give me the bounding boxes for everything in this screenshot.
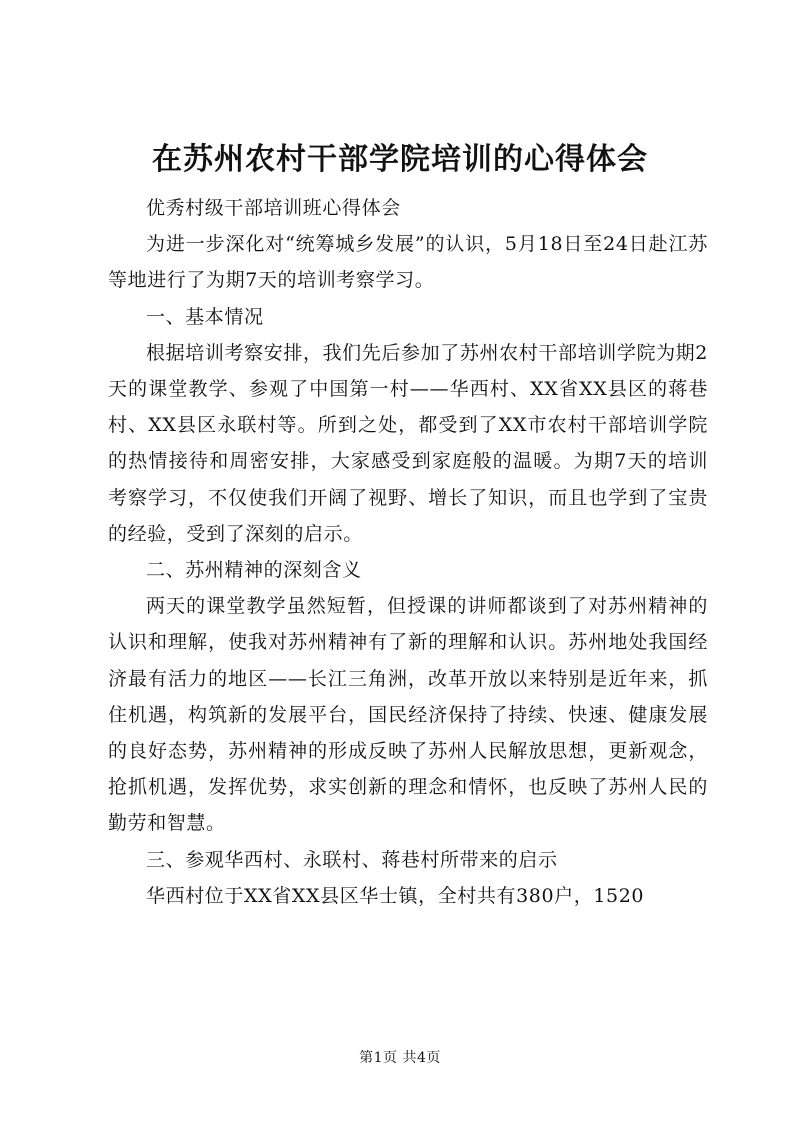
subtitle-paragraph: 优秀村级干部培训班心得体会	[146, 197, 401, 219]
document-title: 在苏州农村干部学院培训的心得体会	[152, 142, 648, 177]
suzhou-spirit-paragraph: 两天的课堂教学虽然短暂，但授课的讲师都谈到了对苏州精神的认识和理解，使我对苏州精神有了新的理解和认识。苏州地处我国经济最有活力的地区——长江三角洲，改革开放以来特别是近年来，抓住机遇，构筑新的发展平台，国民经济保持了持续、快速、健康发展的良好态势，苏州精神的形成反映了苏州人民解放思想，更新观念，抢抓机遇，发挥优势，求实创新的理念和情怀，也反映了苏州人民的勤劳和智慧。	[108, 595, 708, 835]
intro-paragraph: 为进一步深化对“统筹城乡发展”的认识，5月18日至24日赴江苏等地进行了为期7天的培训考察学习。	[108, 233, 708, 292]
page-number-footer: 第1页 共4页	[359, 1050, 441, 1066]
section-heading-basic-situation: 一、基本情况	[146, 305, 264, 328]
document-body	[108, 190, 708, 914]
section-heading-suzhou-spirit: 二、苏州精神的深刻含义	[146, 559, 362, 582]
basic-situation-paragraph: 根据培训考察安排，我们先后参加了苏州农村干部培训学院为期2天的课堂教学、参观了中国第一村——华西村、XX省XX县区的蒋巷村、XX县区永联村等。所到之处，都受到了XX市农村干部培训学院的热情接待和周密安排，大家感受到家庭般的温暖。为期7天的培训考察学习，不仅使我们开阔了视野、增长了知识，而且也学到了宝贵的经验，受到了深刻的启示。	[108, 341, 708, 545]
huaxi-village-paragraph: 华西村位于XX省XX县区华士镇，全村共有380户，1520	[146, 884, 645, 907]
section-heading-village-visits: 三、参观华西村、永联村、蒋巷村所带来的启示	[146, 848, 558, 871]
